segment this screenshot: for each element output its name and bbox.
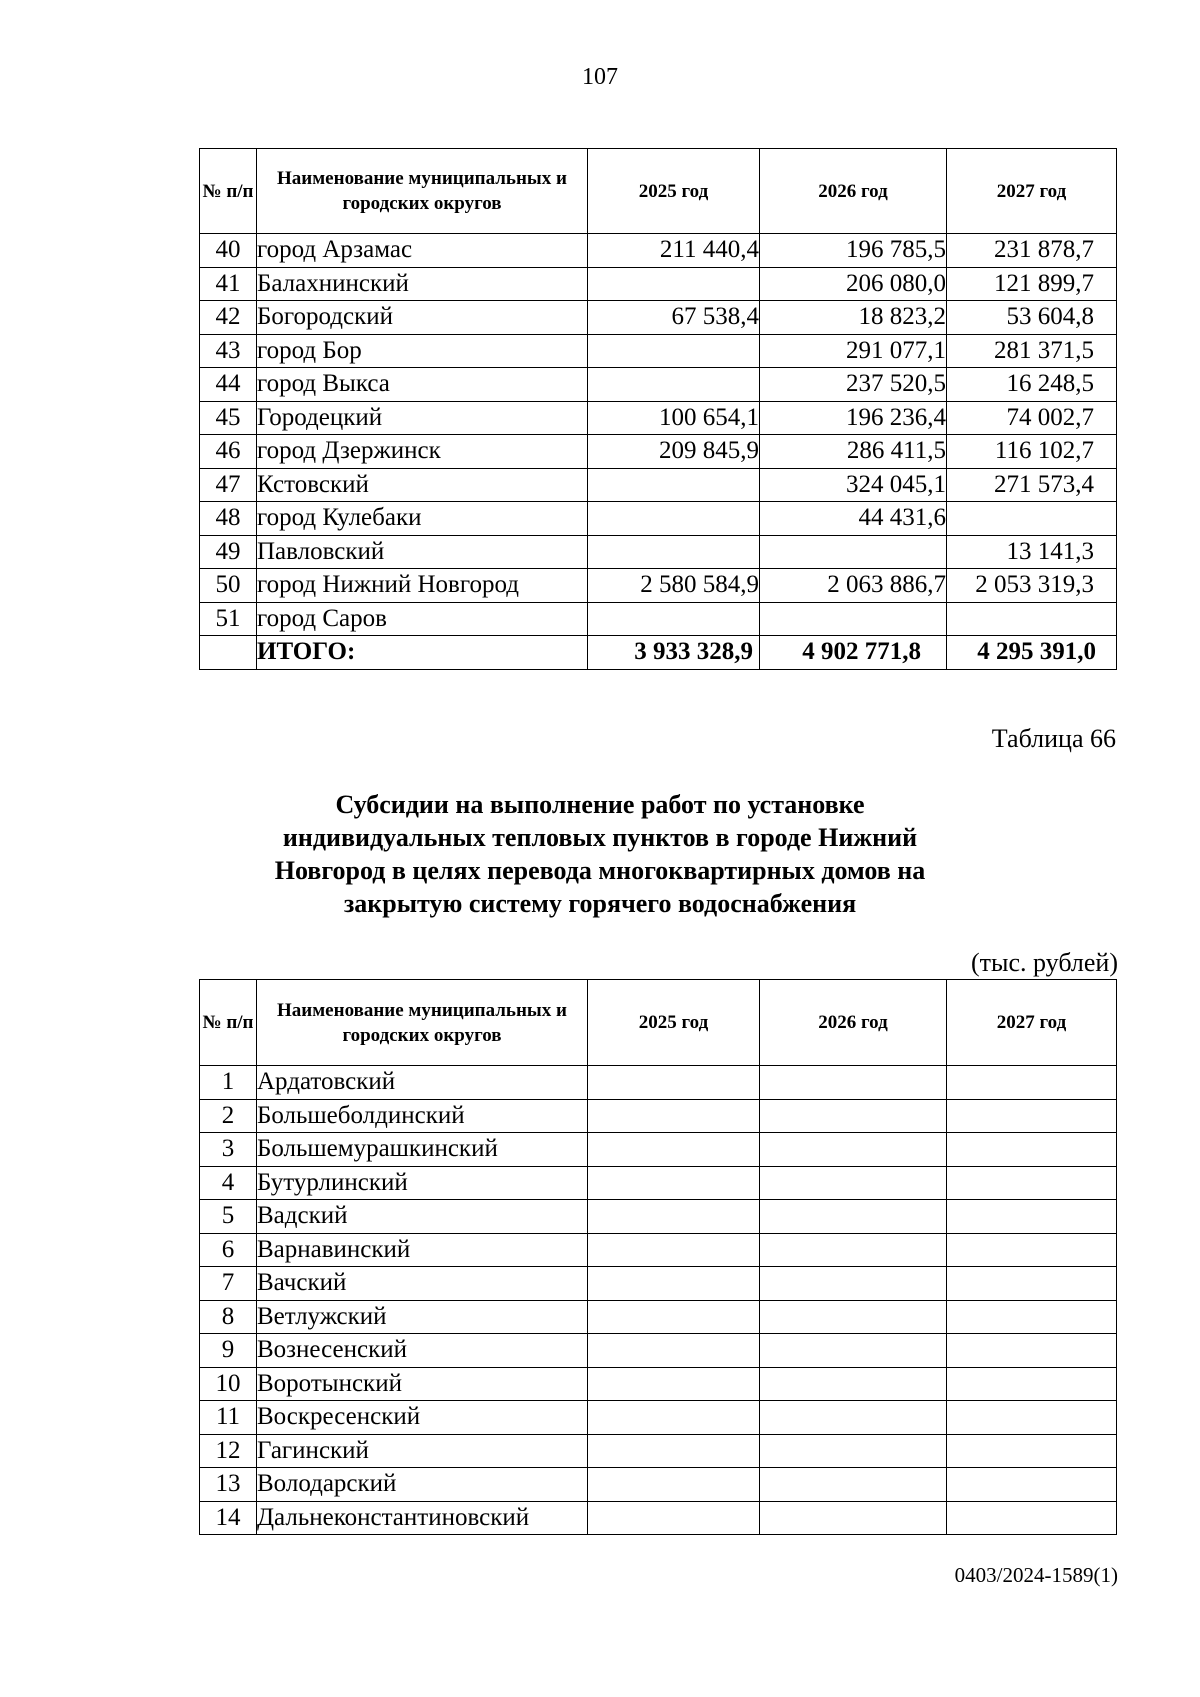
row-number: 6: [200, 1233, 257, 1267]
value-2027: [947, 1267, 1117, 1301]
row-number: 41: [200, 267, 257, 301]
value-2026: 196 236,4: [760, 401, 947, 435]
value-2027: [947, 502, 1117, 536]
table-row: [200, 1099, 1117, 1133]
header-number: № п/п: [200, 149, 257, 234]
table-row: [200, 1401, 1117, 1435]
value-2026: [760, 1267, 947, 1301]
row-number: 1: [200, 1066, 257, 1100]
total-2027: 4 295 391,0: [947, 636, 1117, 670]
value-2025: [588, 468, 760, 502]
table-row: [200, 368, 1117, 402]
header-number: № п/п: [200, 980, 257, 1066]
table-row: [200, 535, 1117, 569]
value-2026: [760, 1066, 947, 1100]
value-2027: [947, 1434, 1117, 1468]
table-row: [200, 267, 1117, 301]
header-name: Наименование муниципальных и городских округов: [257, 149, 588, 234]
units-label: (тыс. рублей): [970, 948, 1118, 977]
value-2025: [588, 1267, 760, 1301]
row-name: город Дзержинск: [257, 435, 588, 469]
value-2027: [947, 1501, 1117, 1535]
row-name: Воротынский: [257, 1367, 588, 1401]
row-name: город Кулебаки: [257, 502, 588, 536]
value-2025: [588, 535, 760, 569]
value-2027: 116 102,7: [947, 435, 1117, 469]
value-2025: 209 845,9: [588, 435, 760, 469]
header-2027: 2027 год: [947, 980, 1117, 1066]
value-2026: [760, 602, 947, 636]
value-2025: [588, 1367, 760, 1401]
value-2027: 74 002,7: [947, 401, 1117, 435]
table-row: [200, 468, 1117, 502]
value-2027: [947, 1200, 1117, 1234]
value-2027: 271 573,4: [947, 468, 1117, 502]
value-2025: [588, 502, 760, 536]
row-name: Варнавинский: [257, 1233, 588, 1267]
value-2027: [947, 1367, 1117, 1401]
value-2027: [947, 1133, 1117, 1167]
table-row: [200, 1300, 1117, 1334]
table-row: [200, 234, 1117, 268]
row-number: 40: [200, 234, 257, 268]
value-2025: [588, 1200, 760, 1234]
row-number: 5: [200, 1200, 257, 1234]
value-2027: 121 899,7: [947, 267, 1117, 301]
value-2026: 237 520,5: [760, 368, 947, 402]
value-2027: [947, 602, 1117, 636]
value-2025: [588, 1468, 760, 1502]
value-2026: [760, 1434, 947, 1468]
row-number: 14: [200, 1501, 257, 1535]
value-2026: [760, 1166, 947, 1200]
header-name: Наименование муниципальных и городских округов: [257, 980, 588, 1066]
value-2026: 206 080,0: [760, 267, 947, 301]
row-number: 9: [200, 1334, 257, 1368]
value-2025: [588, 1334, 760, 1368]
row-name: Большемурашкинский: [257, 1133, 588, 1167]
value-2026: 2 063 886,7: [760, 569, 947, 603]
value-2025: [588, 1401, 760, 1435]
value-2027: [947, 1300, 1117, 1334]
value-2025: [588, 368, 760, 402]
header-2025: 2025 год: [588, 149, 760, 234]
table-row: [200, 1066, 1117, 1100]
row-number: 51: [200, 602, 257, 636]
value-2025: [588, 602, 760, 636]
table-row: [200, 502, 1117, 536]
table-row: [200, 1367, 1117, 1401]
row-number: 44: [200, 368, 257, 402]
row-name: Павловский: [257, 535, 588, 569]
row-name: Ардатовский: [257, 1066, 588, 1100]
value-2025: 2 580 584,9: [588, 569, 760, 603]
total-label: ИТОГО:: [257, 636, 588, 670]
value-2027: [947, 1401, 1117, 1435]
value-2026: 324 045,1: [760, 468, 947, 502]
value-2026: 286 411,5: [760, 435, 947, 469]
row-name: город Выкса: [257, 368, 588, 402]
row-name: Большеболдинский: [257, 1099, 588, 1133]
value-2026: [760, 1367, 947, 1401]
value-2026: [760, 1200, 947, 1234]
total-2025: 3 933 328,9: [588, 636, 760, 670]
document-code: 0403/2024-1589(1): [954, 1563, 1118, 1587]
row-name: Ветлужский: [257, 1300, 588, 1334]
value-2025: [588, 1233, 760, 1267]
value-2026: 291 077,1: [760, 334, 947, 368]
value-2027: 2 053 319,3: [947, 569, 1117, 603]
value-2025: 211 440,4: [588, 234, 760, 268]
table-row: [200, 1334, 1117, 1368]
row-number: 47: [200, 468, 257, 502]
table-row: [200, 1267, 1117, 1301]
table-caption: Таблица 66: [991, 724, 1116, 753]
row-number: 2: [200, 1099, 257, 1133]
value-2027: 231 878,7: [947, 234, 1117, 268]
table-row: [200, 1468, 1117, 1502]
row-name: Дальнеконстантиновский: [257, 1501, 588, 1535]
value-2027: [947, 1099, 1117, 1133]
row-name: Вачский: [257, 1267, 588, 1301]
row-number: 7: [200, 1267, 257, 1301]
total-row: [200, 636, 1117, 670]
row-number: 43: [200, 334, 257, 368]
table-row: [200, 334, 1117, 368]
value-2026: 44 431,6: [760, 502, 947, 536]
row-name: Вознесенский: [257, 1334, 588, 1368]
row-number: 12: [200, 1434, 257, 1468]
value-2025: [588, 1066, 760, 1100]
row-name: Гагинский: [257, 1434, 588, 1468]
table-row: [200, 401, 1117, 435]
row-number: 3: [200, 1133, 257, 1167]
value-2026: 196 785,5: [760, 234, 947, 268]
value-2027: 16 248,5: [947, 368, 1117, 402]
table-row: [200, 1434, 1117, 1468]
table-row: [200, 435, 1117, 469]
value-2025: [588, 1166, 760, 1200]
value-2026: [760, 1300, 947, 1334]
row-name: Вадский: [257, 1200, 588, 1234]
value-2026: [760, 1133, 947, 1167]
row-name: Городецкий: [257, 401, 588, 435]
value-2026: [760, 1401, 947, 1435]
table-row: [200, 1166, 1117, 1200]
value-2027: 53 604,8: [947, 301, 1117, 335]
row-number: 10: [200, 1367, 257, 1401]
page-number: 107: [582, 64, 618, 90]
table-title: Субсидии на выполнение работ по установке индивидуальных тепловых пунктов в городе Нижний Новгород в целях перевода многоквартирных домов на закрытую систему горячего водоснабжения: [274, 790, 926, 918]
row-number: 42: [200, 301, 257, 335]
row-name: город Арзамас: [257, 234, 588, 268]
row-name: город Нижний Новгород: [257, 569, 588, 603]
value-2026: [760, 1334, 947, 1368]
value-2025: 100 654,1: [588, 401, 760, 435]
subsidy-table-continued: [199, 148, 1117, 670]
row-number: 11: [200, 1401, 257, 1435]
value-2027: [947, 1468, 1117, 1502]
value-2025: [588, 1434, 760, 1468]
table-row: [200, 301, 1117, 335]
value-2026: [760, 1501, 947, 1535]
table-row: [200, 1233, 1117, 1267]
row-number: 45: [200, 401, 257, 435]
heat-points-subsidy-table: [199, 979, 1117, 1535]
value-2027: 281 371,5: [947, 334, 1117, 368]
table-row: [200, 1200, 1117, 1234]
value-2025: [588, 1133, 760, 1167]
row-name: город Саров: [257, 602, 588, 636]
header-2026: 2026 год: [760, 149, 947, 234]
row-name: Балахнинский: [257, 267, 588, 301]
value-2027: [947, 1334, 1117, 1368]
total-number: [200, 636, 257, 670]
value-2025: [588, 1501, 760, 1535]
row-name: Богородский: [257, 301, 588, 335]
value-2027: [947, 1166, 1117, 1200]
table-row: [200, 1133, 1117, 1167]
row-number: 50: [200, 569, 257, 603]
row-number: 46: [200, 435, 257, 469]
row-name: город Бор: [257, 334, 588, 368]
header-2027: 2027 год: [947, 149, 1117, 234]
value-2025: [588, 267, 760, 301]
total-2026: 4 902 771,8: [760, 636, 947, 670]
table-header-row: [200, 149, 1117, 234]
row-number: 13: [200, 1468, 257, 1502]
value-2025: 67 538,4: [588, 301, 760, 335]
table-header-row: [200, 980, 1117, 1066]
row-number: 4: [200, 1166, 257, 1200]
value-2025: [588, 1300, 760, 1334]
table-row: [200, 569, 1117, 603]
row-number: 49: [200, 535, 257, 569]
row-name: Володарский: [257, 1468, 588, 1502]
value-2026: [760, 1233, 947, 1267]
value-2026: 18 823,2: [760, 301, 947, 335]
row-name: Воскресенский: [257, 1401, 588, 1435]
value-2026: [760, 1468, 947, 1502]
value-2027: [947, 1066, 1117, 1100]
value-2026: [760, 1099, 947, 1133]
header-2025: 2025 год: [588, 980, 760, 1066]
row-number: 48: [200, 502, 257, 536]
row-number: 8: [200, 1300, 257, 1334]
value-2025: [588, 1099, 760, 1133]
table-row: [200, 602, 1117, 636]
value-2026: [760, 535, 947, 569]
value-2025: [588, 334, 760, 368]
row-name: Кстовский: [257, 468, 588, 502]
row-name: Бутурлинский: [257, 1166, 588, 1200]
table-row: [200, 1501, 1117, 1535]
header-2026: 2026 год: [760, 980, 947, 1066]
value-2027: [947, 1233, 1117, 1267]
value-2027: 13 141,3: [947, 535, 1117, 569]
